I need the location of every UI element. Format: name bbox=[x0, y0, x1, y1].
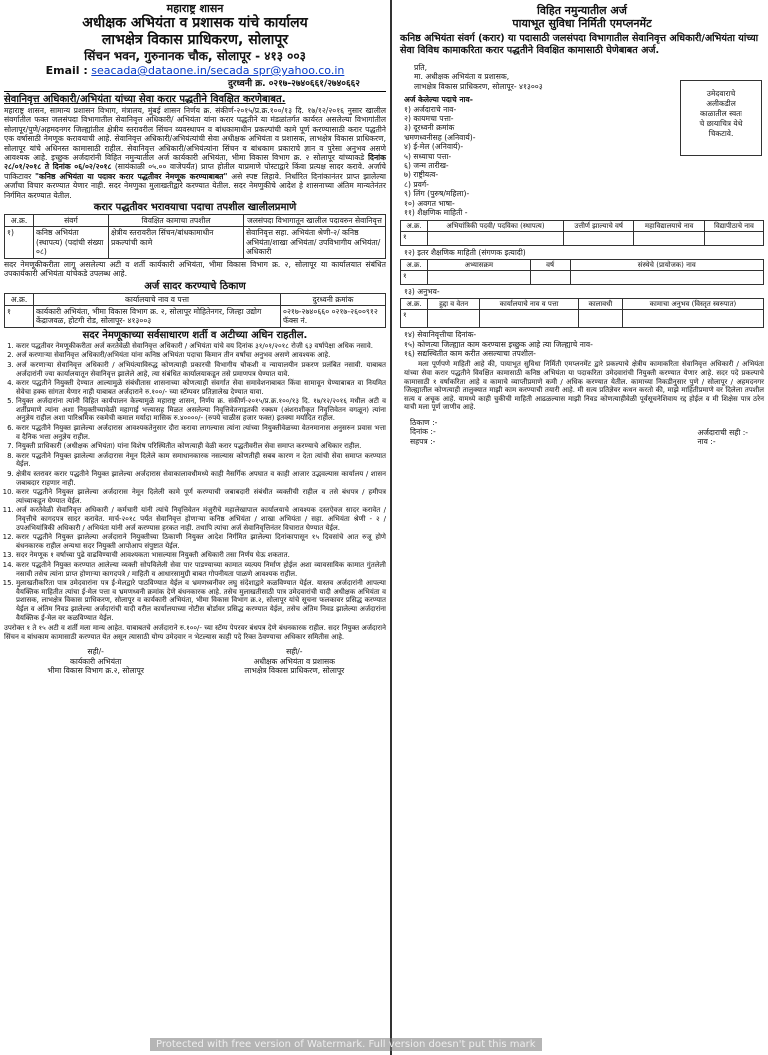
submit-table-title: अर्ज सादर करण्याचे ठिकाण bbox=[144, 280, 246, 292]
notice-title: सेवानिवृत्त अधिकारी/अभियंता यांच्या सेवा करार पद्धतीने विवक्षित करणेबाबत. bbox=[4, 94, 286, 105]
submit-header-cell: कार्यालयाचे नाव व पत्ता bbox=[34, 293, 281, 305]
addressee: प्रति, मा. अधीक्षक अभियंता व प्रशासक, लाभक्षेत्र विकास प्राधिकरण, सोलापूर- ४१३००३ bbox=[414, 63, 543, 91]
deadline-text: दिनांक २८/०१/२०१८ ते दिनांक ०६/०२/२०१८ bbox=[4, 153, 386, 172]
field-label[interactable]: ४) ई-मेल (अनिवार्य)- bbox=[404, 142, 464, 152]
list-item: 4. करार पद्धतीने नियुक्ती देण्यात आल्यामुळे संबंधीतास शासनाच्या कोणत्याही संवर्गात सेवा समावेशनाबाबत किंवा सामावून घेण्याबाबत वा नियमित सेवेचा हक्क सांगता येणार नाही याबाबत अर्जदाराने रु.१००/- च्या स्टॅम्पवर प्रतिज्ञालेख देण्यात यावा. bbox=[16, 379, 386, 396]
gov-name: महाराष्ट्र शासन bbox=[166, 2, 224, 15]
field-label[interactable]: ९) लिंग (पुरुष/महिला)- bbox=[404, 189, 470, 199]
place-date-block: ठिकाण :- दिनांक :- सहपत्र :- bbox=[410, 417, 438, 446]
photo-box[interactable]: उमेदवाराचे अलीकडील काळातील स्वतः चे छायाचित्र येथे चिकटावे. bbox=[680, 80, 762, 156]
conditions-list bbox=[4, 342, 386, 622]
field-label: ११) शैक्षणिक माहिती - bbox=[404, 208, 468, 218]
list-item: 11. अर्ज करतेवेळी सेवानिवृत्त अधिकारी / कर्मचारी यांनी त्यांचे निवृत्तिवेतन मंजुरीचे महालेखापाल कार्यालयाचे आवश्यक दस्तऐवज सादर करावेत / निवृत्तीचे कागदपत्र सादर करावेत. मार्च-२०१८ पर्यंत सेवानिवृत्त होणाऱ्या कनिष्ठ अभियंता / शाखा अभियंता / सहा. अभियंता श्रेणी - २ / उपअभियांत्रिकी अधिकारी / अभियंता यांनी अर्ज करण्यास हरकत नाही. तथापि त्यांचा अर्ज सेवानिवृत्तिनंतर विचारात घेण्यात येईल. bbox=[16, 506, 386, 532]
notice-body: महाराष्ट्र शासन, सामान्य प्रशासन विभाग, मंत्रालय, मुंबई शासन निर्णय क्र. संकीर्ण-२०१५/प्र.क्र.१००/१३ दि. १७/१२/२०१६ नुसार खालील संवर्गातील फक्त जलसंपदा विभागातील सेवानिवृत्त अधिकारी/ अभियंता यांना करार पद्धतीने या मंडळांतर्गत कार्यरत असलेल्या विभागांतील सोलापूर/पुणे/अहमदनगर जिल्ह्यांतील क्षेत्रीय स्तरावरील सिंचन व्यवस्थापन व बांधकामाधीन प्रकल्पांची कामे पूर्ण करण्यासाठी करार पद्धतीने एक वर्षासाठी नेमणूक करावयाची आहे. सेवानिवृत्त अधिकारी/अभियंत्यांची सेवा अधीक्षक अभियंता व प्रशासक, लाभक्षेत्र विकास प्राधिकरण, सोलापूर यांचे अधिनस्त कामासाठी राहील. सेवानिवृत्त अधिकारी/अभियंत्यांना सिंचन व बांधकाम प्रकाराचे ज्ञान व पुरेसा अनुभव असणे आवश्यक आहे. इच्छुक अर्जदारांनी विहित नमुन्यातील अर्ज कार्यकारी अभियंता, भीमा विकास विभाग क्र. २ सोलापूर यांच्याकडे दिनांक २८/०१/२०१८ ते दिनांक ०६/०२/२०१८ (सायंकाळी ०५.०० वाजेपर्यंत) प्राप्त होतील याप्रमाणे पोस्टाद्वारे किंवा प्रत्यक्ष सादर करावे. अर्जाचे पाकिटावर "कनिष्ठ अभियंता या पदावर करार पद्धतीवर नेमणूक करण्याबाबत" असे स्पष्ट लिहावे. निर्धारित दिनांकानंतर प्राप्त झालेल्या अर्जांचा विचार करण्यात येणार नाही. सदर नेमणुका मुलाखतीद्वारे करण्यात येतील. सदर नेमणुकीचे आदेश हे शासनाच्या अंतिम मान्यतेनंतर निर्गमित करण्यात येतील. bbox=[4, 106, 387, 200]
envelope-text: "कनिष्ठ अभियंता या पदावर करार पद्धतीवर नेमणूक करण्याबाबत" bbox=[35, 171, 228, 181]
left-signature: सही/- कार्यकारी अभियंता भीमा विकास विभाग क्र.२, सोलापूर bbox=[47, 647, 144, 676]
form-title: विहित नमुन्यातील अर्ज bbox=[537, 4, 627, 17]
signature-block bbox=[4, 647, 386, 675]
table-row[interactable]: १ bbox=[401, 310, 764, 328]
table-row: १) कनिष्ठ अभियंता (स्थापत्य) (पदांची संख्या ०८) क्षेत्रीय स्तरावरील सिंचन/बांधकामाधीन प्रकल्पांची कामे सेवानिवृत्त सहा. अभियंता श्रेणी-२/ कनिष्ठ अभियंता/शाखा अभियंता/ उपविभागीय अभियंता/अधिकारी bbox=[5, 227, 386, 258]
other-education-label: १२) इतर शैक्षणिक माहिती (संगणक इत्यादी) bbox=[404, 248, 526, 258]
office-name: अधीक्षक अभियंता व प्रशासक यांचे कार्यालय bbox=[82, 15, 308, 31]
field-label[interactable]: १०) अवगत भाषा- bbox=[404, 198, 455, 208]
field-label[interactable]: ६) जन्म तारीख- bbox=[404, 161, 449, 171]
letterhead bbox=[0, 0, 390, 90]
office-phone: दुरध्वनी क्र. ०२१७-२७४०६६१/२७४०६६२ bbox=[227, 79, 360, 89]
notice-section bbox=[0, 92, 390, 676]
list-item: 2. अर्ज करणाऱ्या सेवानिवृत्त अधिकारी/अभियंता यांना कनिष्ठ अभियंता पदाचा किमान तीन वर्षांचा अनुभव असणे आवश्यक आहे. bbox=[16, 351, 386, 360]
list-item: 15. मुलाखतीकरिता पात्र उमेदवारांना पत्र ई-मेलद्वारे पाठविण्यात येईल व भ्रमणध्वनीवर लघु संदेशाद्वारे कळविण्यात येईल. यास्तव अर्जदारांनी आपल्या वैयक्तिक माहितीत त्यांचा ई-मेल पत्ता व भ्रमणध्वनी क्रमांक देणे बंधनकारक आहे. तसेच मुलाखतीसाठी पात्र उमेदवारांची यादी अधीक्षक अभियंता व प्रशासक, लाभक्षेत्र विकास प्राधिकरण, सोलापूर व कार्यकारी अभियंता, भीमा विकास विभाग क्र.२, सोलापूर यांचे सूचना फलकावर प्रसिद्ध करण्यात येईल व अंतिम निवड झालेल्या अर्जदारांची यादी वरील कार्यालयाच्या नोटीस बोर्डावर प्रसिद्ध करण्यात येईल, तसेच अंतिम निवड झालेल्या अर्जदारांना वैयक्तिक ई-मेल वर कळविण्यात येईल. bbox=[16, 579, 386, 622]
applicant-sign-block: अर्जदाराची सही :- नाव :- bbox=[697, 427, 748, 447]
list-item: 6. करार पद्धतीने नियुक्त झालेल्या अर्जदारास आवश्यकतेनुसार दौरा करावा लागल्यास त्यांना त्यांच्या नियुक्तीवेळच्या वेतनमानास अनुसरुन प्रवास भत्ता व दैनिक भत्ता अनुज्ञेय राहील. bbox=[16, 424, 386, 441]
table-row: १ कार्यकारी अभियंता, भीमा विकास विभाग क्र. २, सोलापूर मोहितेनगर, जिल्हा उद्योग केंद्राजवळ, होटगी रोड, सोलापूर- ४१३००३ ०२१७-२७४०६६० ०२१७-२६००९१२ फॅक्स नं. bbox=[5, 305, 386, 327]
field-label[interactable]: १४) सेवानिवृत्तीचा दिनांक- bbox=[404, 330, 477, 340]
declaration: मला पूर्णपणे माहिती आहे की, पायाभूत सुविधा निर्मिती एमप्लनमेंट द्वारे प्रकल्पाचे क्षेत्रीय कामाकरिता सेवानिवृत्त अधिकारी / अभियंता यांच्या सेवा करार पद्धतीने विवक्षित कामासाठी कनिष्ठ अभियंता या पदाकरिता उमेदवारांची नियुक्ती करण्यात येणार आहे. सदर पदे प्रकल्पाचे कामासाठी १ वर्षाकरिता आहे व कामाचे व्याप्तीप्रमाणे कमी / अधिक करण्यात येतील. कामाच्या निकडीनुसार पुणे / सोलापूर / अहमदनगर जिल्ह्यातील कोणत्याही तालुक्यात माझी काम करण्याची तयारी आहे. मी सत्य प्रतिज्ञेवर कथन करतो की, माझे माहितीप्रमाणे वर दिलेला तपशील सत्य व अचूक आहे. यामध्ये काही चुकीची माहिती आढळल्यास माझी निवड कोणत्याहीवेळी पूर्वसूचनेशिवाय रद्द होईल व मी शिक्षेस पात्र ठरेन याची मला पूर्ण जाणीव आहे. bbox=[404, 360, 764, 412]
submit-header-cell: अ.क्र. bbox=[5, 293, 34, 305]
submit-header-cell: दुरध्वनी क्रमांक bbox=[281, 293, 386, 305]
authority-name: लाभक्षेत्र विकास प्राधिकरण, सोलापूर bbox=[101, 32, 289, 48]
posts-header-cell: विवक्षित कामाचा तपशील bbox=[109, 215, 244, 227]
applied-post-label: अर्ज केलेल्या पदाचे नाव- bbox=[404, 95, 473, 105]
email-line bbox=[0, 64, 390, 78]
field-label[interactable]: ५) सध्याचा पत्ता- bbox=[404, 151, 452, 161]
list-item: 9. क्षेत्रीय स्तरावर करार पद्धतीने नियुक्त झालेल्या अर्जदारास सेवाकालावधीमध्ये काही नैसर्गिक अपघात व काही आजार उद्भवल्यास कार्यालय / शासन जबाबदार राहणार नाही. bbox=[16, 470, 386, 487]
list-item: 3. अर्ज करणाऱ्या सेवानिवृत्त अधिकारी / अभियंत्याविरुद्ध कोणत्याही प्रकारची विभागीय चौकशी व न्यायालयीन प्रकरण प्रलंबित नसावी. याबाबत अर्जदारांनी ज्या कार्यालयातून सेवानिवृत्त झालेले आहे, त्या संबंधित कार्यालयाकडून तसे प्रमाणपत्र घेण्यात यावे. bbox=[16, 361, 386, 378]
posts-header-cell: अ.क्र. bbox=[5, 215, 34, 227]
application-form bbox=[396, 0, 768, 580]
email-link[interactable]: seacada@dataone.in/secada spr@yahoo.co.in bbox=[91, 64, 345, 77]
office-address: सिंचन भवन, गुरुनानक चौक, सोलापूर - ४१३ ००३ bbox=[84, 49, 306, 63]
list-item: 10. करार पद्धतीने नियुक्त झालेल्या अर्जदारास नेमून दिलेली कामे पूर्ण करण्याची जबाबदारी संबंधीत व्यक्तीची राहील व तसे बंधपत्र / हमीपत्र त्यांच्याकडून घेण्यात येईल. bbox=[16, 488, 386, 505]
list-item: 14. करार पद्धतीने नियुक्त करण्यात आलेल्या व्यक्ती सोपविलेली सेवा पार पाडण्याच्या कामात व्यत्यय निर्माण होईल अशा व्यावसायिक कामात गुंतलेली नसावी तसेच त्यांना प्राप्त होणाऱ्या कागदपत्रे / माहिती व आधारसामुग्री बाबत गोपनीयता पाळणे आवश्यक राहील. bbox=[16, 561, 386, 578]
field-label[interactable]: ७) राष्ट्रीयत्व- bbox=[404, 170, 439, 180]
extra-fields bbox=[404, 330, 764, 358]
experience-label: १३) अनुभव- bbox=[404, 287, 440, 297]
field-label[interactable]: १५) कोणत्या जिल्ह्यात काम करण्यास इच्छुक आहे त्या जिल्ह्याचे नाव- bbox=[404, 339, 593, 349]
field-label[interactable]: २) कायमचा पत्ता- bbox=[404, 114, 454, 124]
field-label[interactable]: ३) दूरध्वनी क्रमांक bbox=[404, 123, 455, 133]
field-label[interactable]: ८) प्रवर्ग- bbox=[404, 179, 429, 189]
list-item: 12. करार पद्धतीने नियुक्त झालेल्या अर्जदाराने नियुक्तीच्या ठिकाणी नियुक्त आदेश निर्गमित झालेल्या दिनांकापासून १५ दिवसांचे आत रुजू होणे बंधनकारक राहील अन्यथा सदर नियुक्ती आपोआप संपुष्टात येईल. bbox=[16, 533, 386, 550]
conditions-closing: उपरोक्त १ ते १५ अटी व शर्ती मला मान्य आहेत. याबाबतचे अर्जदाराने रु.१००/- च्या स्टॅम्प पेपरवर बंधपत्र देणे बंधनकारक राहील. सदर नियुक्त अर्जदाराने सिंचन व बांधकाम कामासाठी करण्यात येत असून त्यासाठी योग्य उमेदवार न भेटल्यास काही पदे रिक्त ठेवण्याचा अधिकार समितीस आहे. bbox=[4, 624, 386, 641]
posts-header-cell: संवर्ग bbox=[34, 215, 109, 227]
posts-header-cell: जलसंपदा विभागातून खालील पदावरुन सेवानिवृत्त bbox=[244, 215, 386, 227]
submit-table bbox=[4, 293, 386, 328]
list-item: 1. करार पद्धतीवर नेमणूकीकरीता अर्ज करतेवेळी सेवानिवृत्त अधिकारी / अभियंता यांचे वय दिनांक ३१/०१/२०१८ रोजी ६३ वर्षापेक्षा अधिक नसावे. bbox=[16, 342, 386, 351]
posts-note: सदर नेमणूकीकरीता लागू असलेल्या अटी व शर्ती कार्यकारी अभियंता, भीमा विकास विभाग क्र. २, सोलापूर या कार्यालयात संबंधित उपकार्यकारी अभियंता यांचेकडे उपलब्ध आहे. bbox=[4, 259, 386, 279]
watermark-banner: Protected with free version of Watermark. Full version doesn't put this mark bbox=[150, 1038, 542, 1051]
field-label[interactable]: १६) सद्यस्थितीत काम करीत असल्याचा तपशील- bbox=[404, 348, 536, 358]
list-item: 7. नियुक्ती प्राधिकारी (अधीक्षक अभियंता) यांना विशेष परिस्थितीत कोणत्याही वेळी करार पद्धतीवरील सेवा समाप्त करण्याचे अधिकार राहील. bbox=[16, 442, 386, 451]
list-item: 5. नियुक्त अर्जदारांना त्यांनी विहित कार्यपालन केल्यामुळे महाराष्ट्र शासन, निर्णय क्र. संकीर्ण-२०१५/प्र.क्र.१००/१३ दि. १७/१२/२०१६ मधील अटी व शर्तीप्रमाणे त्यांना अशा नियुक्तीच्यावेळी महागाई भत्त्यासह मिळत असलेल्या निवृत्तिवेतनाइतकी रक्कम (अंशराशीकृत निवृत्तिवेतन वगळून) त्यांना अनुज्ञेय राहील अशा पारिश्रमिक रकमेची कमाल मर्यादा मासिक रु.४००००/- (रुपये चाळीस हजार फक्त) इतक्या मर्यादित राहील. bbox=[16, 397, 386, 423]
list-item: 8. करार पद्धतीने नियुक्त झालेल्या अर्जदारास नेमून दिलेले काम समाधानकारक नसल्यास कोणतीही सबब कारण न देता त्यांची सेवा समाप्त करण्यात येईल. bbox=[16, 452, 386, 469]
education-table: अ.क्र. अभियांत्रिकी पदवी/ पदविका (स्थापत्य) उत्तीर्ण झाल्याचे वर्ष महाविद्यालयाचे नाव विद्यापीठाचे नाव १ bbox=[400, 220, 764, 247]
field-label[interactable]: भ्रमणध्वनीसह (अनिवार्य)- bbox=[404, 132, 476, 142]
right-signature: सही/- अधीक्षक अभियंता व प्रशासक लाभक्षेत्र विकास प्राधिकरण, सोलापूर bbox=[244, 647, 345, 676]
email-label: Email : bbox=[45, 64, 88, 77]
other-education-table: अ.क्र. अभ्यासक्रम वर्ष संस्थेचे (प्रायोजक) नाव १ bbox=[400, 259, 764, 286]
table-row[interactable]: १ bbox=[401, 232, 764, 246]
form-footer bbox=[410, 418, 748, 447]
table-row[interactable]: १ bbox=[401, 271, 764, 285]
list-item: 13. सदर नेमणूक १ वर्षाच्या पुढे वाढविण्याची आवश्यकता भासल्यास नियुक्ती अधिकारी तसा निर्णय घेऊ शकतात. bbox=[16, 551, 386, 560]
posts-table bbox=[4, 214, 386, 259]
form-subtitle: पायाभूत सुविधा निर्मिती एमप्लनमेंट bbox=[512, 17, 652, 30]
experience-table: अ.क्र. हुद्दा व वेतन कार्यालयाचे नाव व पत्ता कालावधी कामाचा अनुभव (विस्तृत स्वरुपात) १ bbox=[400, 298, 764, 329]
conditions-title: सदर नेमणूकाच्या सर्वसाधारण शर्ती व अटीच्या अधिन राहतील. bbox=[82, 329, 308, 341]
form-subject: कनिष्ठ अभियंता संवर्ग (करार) या पदासाठी जलसंपदा विभागातील सेवानिवृत्त अधिकारी/अभियंता यांच्या सेवा विविध कामाकरिता करार पद्धतीने विवक्षित कामासाठी घेणेबाबत अर्ज. bbox=[400, 33, 759, 56]
field-label[interactable]: १) अर्जदाराचे नाव- bbox=[404, 104, 457, 114]
posts-table-title: करार पद्धतीवर भरावयाचा पदाचा तपशील खालीलप्रमाणे bbox=[93, 202, 297, 214]
